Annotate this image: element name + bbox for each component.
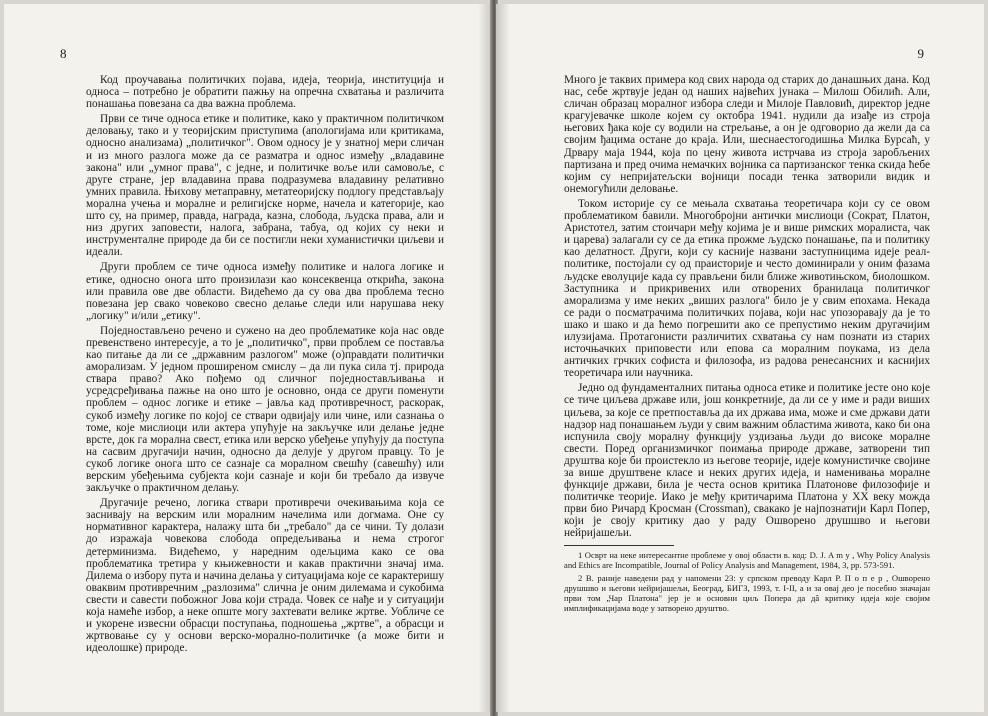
left-page — [4, 4, 492, 712]
paragraph: Једно од фундаменталних питања односа етике и политике јесте оно које се тиче циљева државе или, још конкретније, да ли се у име и ради виших циљева, за које се претпоставља да их држава има, може и сме држави дати надзор над понашањем људи у свим важним областима живота, како би она испунила своју моралну функцију уздизања људи до високе моралне свести. Поред организмичког поимања природе државе, затворени тип друштва које би проистекло из његове теорије, идеје комунистичке својине за више друштвене класе и неких других идеја, и наменивања моралне функције држави, била је честа основ критика Платонове филозофије и политичке теорије. Иако је међу критичарима Платона у XX веку можда први био Ричард Кросман (Crossman), свакако је најпознатији Карл Попер, који је своју критику дао у раду Ошворено друшшво и његови нейријашељи. — [564, 382, 931, 540]
footnote: 1 Осврт на неке интересантне проблеме у овој области в. код: D. J. A m y , Why Policy Analysis and Ethics are Incompatible, Journal of Policy Analysis and Management, 1984, 3, pp. 573-591. — [564, 549, 930, 570]
page-number: 9 — [917, 46, 924, 61]
paragraph: Други проблем се тиче односа између политике и налога логике и етике, односно онога што произилази као консеквенца открића, закона или правила ове две области. Видећемо да су ова два проблема тесно повезана јер свако човеково свесно делање следи или нарушава неку „логику" и/или „етику". — [86, 261, 444, 322]
paragraph: Поједностављено речено и сужено на део проблематике која нас овде превенствено интересује, а то је „политичко", први проблем се поставља као питање да ли се „државним разлогом" може (о)правдати политички аморализам. У једном проширеном смислу – да ли пука сила тј. природа ствара право? Ако пођемо од сличног поједностављивања и усредсређивања пажње на оно што је основно, онда се други поменути проблем – однос логике и етике – јавља кад противречност, раскорак, сукоб између логике по којој се ствари одвијају или чине, или сазнања о томе, које мислиоци или актера упућује на закључке или делање једне врсте, док га морална свест, етика или верско убеђење упућују да поступа на сасвим другачији начин, односно да делује у другом правцу. То је сукоб логике онога што се сазнаје са моралном свешћу (савешћу) или верским убеђењима субјекта који сазнаје и који би требало да извуче закључке о практичном делању. — [86, 324, 444, 495]
paragraph: Другачије речено, логика ствари противречи очекивањима која се заснивају на верским или моралним начелима или догмама. Оне су нормативног карактера, налажу шта би „требало" да се чини. Ту долази до изражаја човекова слобода опредељивања и нема строгог детерминизма. Видећемо, у наредним одељцима како се ова проблематика третира у књижевности и какав практични значај има. Дилема о избору пута и начина делања у ситуацијама које се карактеришу оваквим противречним „разлозима" слична је оним дилемама и сукобима свести и савести побожног Јова који страда. Човек се нађе и у ситуацији која намеће избор, а неке опште могу захтевати велике жртве. Уобличе се и укорене извесни обрасци поступања, подношења „жртве", а обрасци и жртвовање су у основи верско-моралнo-политичке (а може бити и идеолошке) природе. — [86, 497, 444, 655]
page-number: 8 — [60, 46, 67, 61]
page-shadow — [496, 4, 510, 712]
footnote-divider — [564, 545, 674, 546]
paragraph: Током историје су се мењала схватања теоретичара који су се овом проблематиком бавили. Многобројни антички мислиоци (Сократ, Платон, Аристотел, затим стоичари међу којима је и више римских моралиста, чак и царева) залагали су се да етика прожме људско понашање, па и политику као делатност. Други, који су касније названи заступницима идеје реал-политике, постојали су од праисторије и често доминирали у оним фазама људске еволуције када су прављени били ближе животињском, биолошком. Заступника и прикривених или отворених бранилаца политичког аморализма у име неких „виших разлога" било је у свим епохама. Некада се ради о посматрачима политичких појава, који нас упозоравају да је то шако и шако и да ћемо погрешити ако се препустимо неким другачијим илузијама. Протагонисти различитих схватања су нам познати из старих источњачких приповести или епова са моралним поукама, из дела античких грчких софиста и филозофа, из радова ренесансних и каснијих теоретичара или научника. — [564, 197, 930, 380]
paragraph: Први се тиче односа етике и политике, како у практичном политичком деловању, тако и у теоријским приступима (апологијама или критикама, односно анализама) „политичког". Овом односу је у знатној мери сличан и из много разлога може да се разматра и однос између „владавине закона" или „умног права", с једне, и политичке воље или самовоље, с друге стране, јер владавина права подразумева владавину релативно умних правила. Њихову метаправну, метатеоријску подлогу представљају морална учења и моралне и религијске норме, начела и категорије, као што су, на пример, правда, награда, казна, слобода, људска права, али и низ других заповести, налога, забрана, табуа, од којих су неки и инструменталне природе да би се постигли неки хуманистички циљеви и идеали. — [86, 113, 444, 259]
right-page — [496, 4, 984, 712]
left-page-body — [86, 74, 444, 657]
right-page-body — [564, 74, 930, 616]
footnote: 2 В. раније наведени рад у напомени 23: у српском преводу Карл Р. П о п е р , Ошворено друшшво и његови нейријашељи, Београд, БИГЗ, 1993, т. I-II, а и за овај део је посебно значајан први том „Чар Платона" јер је и основни циљ Попера да дâ критику идеја које својим имплификацијама воде у затворено друштво. — [564, 572, 930, 613]
paragraph: Код проучавања политичких појава, идеја, теорија, институција и односа – потребно је обратити пажњу на опречна схватања и различита понашања повезана са два важна проблема. — [86, 74, 444, 111]
paragraph: Много је таквих примера код свих народа од старих до данашњих дана. Код нас, себе жртвује један од наших највећих јунака – Милош Обилић. Али, сличан образац моралног избора следи и Милоје Павловић, директор једне крагујевачке школе којем су октобра 1941. нудили да изађе из строја његових ђака које су водили на стрељање, а он је одговорио да жели да са својим ђацима остане до краја. Или, шеснаестогодишња Милка Бурсаћ, у Дрвару маја 1944, која по цену живота истрчава из строја заробљених партизана и пред очима немачких војника са партизанског тенка скида ћебе којим су непријатељски војници посади тенка затворили видик и онемогућили деловање. — [564, 74, 930, 195]
